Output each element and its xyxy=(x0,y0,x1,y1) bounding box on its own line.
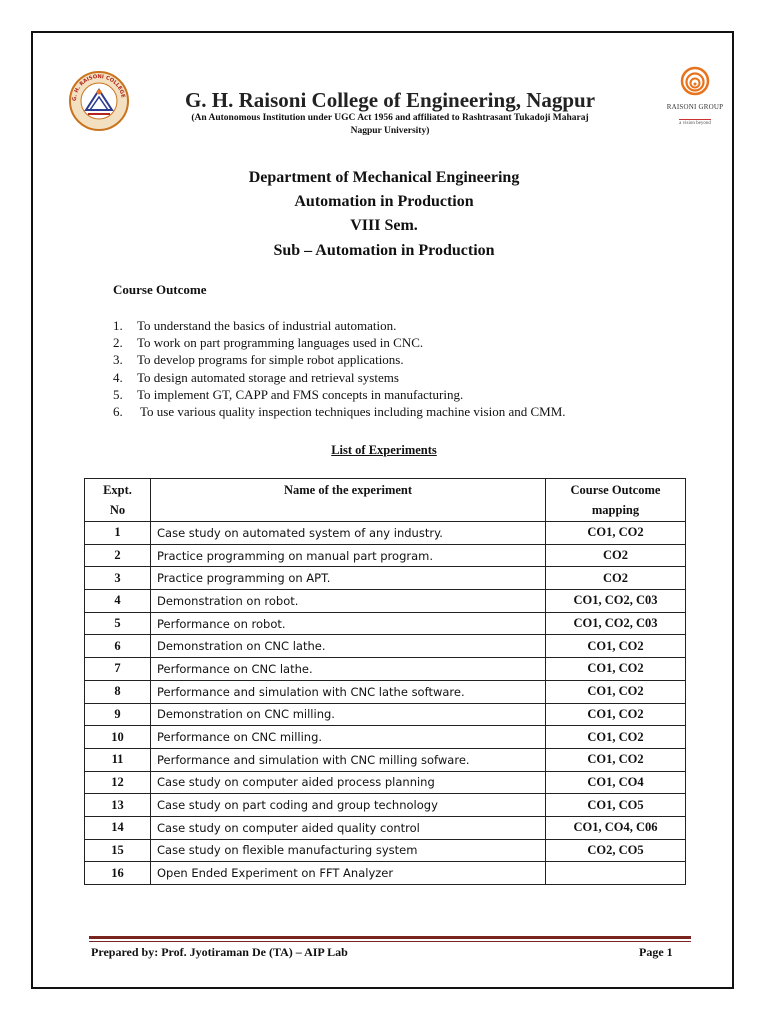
header-expt-no: Expt. No xyxy=(85,479,151,522)
table-row xyxy=(85,635,686,658)
list-item: 4. To design automated storage and retrieval systems xyxy=(113,369,399,385)
table-row xyxy=(85,748,686,771)
experiment-name: Case study on computer aided quality control xyxy=(151,816,546,839)
table-row xyxy=(85,816,686,839)
table-header-row xyxy=(85,479,686,522)
experiment-name: Practice programming on manual part program. xyxy=(151,544,546,567)
table-row xyxy=(85,771,686,794)
co-mapping: CO1, CO2 xyxy=(546,635,686,658)
experiment-name: Performance on CNC lathe. xyxy=(151,658,546,681)
experiment-name: Practice programming on APT. xyxy=(151,567,546,590)
experiment-no: 8 xyxy=(85,680,151,703)
logo-seal-text: G. H. RAISONI COLLEGE xyxy=(71,73,126,102)
co-mapping: CO1, CO2, C03 xyxy=(546,612,686,635)
experiment-no: 7 xyxy=(85,658,151,681)
experiment-name: Performance on robot. xyxy=(151,612,546,635)
co-mapping: CO1, CO4, C06 xyxy=(546,816,686,839)
experiment-name: Demonstration on CNC lathe. xyxy=(151,635,546,658)
header-co-mapping: Course Outcome mapping xyxy=(546,479,686,522)
co-mapping: CO1, CO2 xyxy=(546,680,686,703)
spiral-icon xyxy=(680,66,710,96)
experiment-name: Case study on computer aided process planning xyxy=(151,771,546,794)
experiment-no: 1 xyxy=(85,522,151,545)
experiment-name: Performance and simulation with CNC milling sofware. xyxy=(151,748,546,771)
list-item: 5. To implement GT, CAPP and FMS concepts in manufacturing. xyxy=(113,386,464,402)
table-row xyxy=(85,862,686,885)
experiment-no: 16 xyxy=(85,862,151,885)
experiment-name: Case study on flexible manufacturing system xyxy=(151,839,546,862)
experiment-name: Performance and simulation with CNC lathe software. xyxy=(151,680,546,703)
subject-heading: Automation in Production xyxy=(294,193,474,210)
experiment-no: 3 xyxy=(85,567,151,590)
experiment-no: 15 xyxy=(85,839,151,862)
co-mapping: CO1, CO4 xyxy=(546,771,686,794)
experiment-no: 2 xyxy=(85,544,151,567)
table-row xyxy=(85,839,686,862)
experiment-no: 12 xyxy=(85,771,151,794)
experiment-no: 9 xyxy=(85,703,151,726)
prepared-by: Prepared by: Prof. Jyotiraman De (TA) – AIP Lab xyxy=(91,945,348,959)
table-row xyxy=(85,522,686,545)
table-row xyxy=(85,658,686,681)
sub-heading: Sub – Automation in Production xyxy=(273,242,495,259)
raisoni-tagline: a vision beyond xyxy=(679,121,711,126)
co-mapping xyxy=(546,862,686,885)
semester-heading: VIII Sem. xyxy=(350,217,418,234)
table-row xyxy=(85,590,686,613)
table-row xyxy=(85,612,686,635)
course-outcome-title: Course Outcome xyxy=(113,282,207,297)
footer-rule xyxy=(89,936,691,939)
co-mapping: CO1, CO2 xyxy=(546,658,686,681)
experiment-name: Case study on part coding and group technology xyxy=(151,794,546,817)
footer-rule-thin xyxy=(89,941,691,942)
experiment-no: 10 xyxy=(85,726,151,749)
co-mapping: CO1, CO2 xyxy=(546,522,686,545)
experiment-name: Demonstration on robot. xyxy=(151,590,546,613)
co-mapping: CO1, CO2 xyxy=(546,748,686,771)
table-row xyxy=(85,794,686,817)
table-row xyxy=(85,567,686,590)
experiment-no: 14 xyxy=(85,816,151,839)
table-row xyxy=(85,703,686,726)
list-item: 6. To use various quality inspection techniques including machine vision and CMM. xyxy=(113,404,566,420)
co-mapping: CO2 xyxy=(546,544,686,567)
table-row xyxy=(85,680,686,703)
co-mapping: CO1, CO2 xyxy=(546,703,686,726)
experiment-no: 4 xyxy=(85,590,151,613)
experiment-name: Demonstration on CNC milling. xyxy=(151,703,546,726)
college-affiliation: (An Autonomous Institution under UGC Act 1956 and affiliated to Rashtrasant Tukadoji Maharaj Nagpur University) xyxy=(191,113,589,136)
experiment-name: Performance on CNC milling. xyxy=(151,726,546,749)
experiments-title: List of Experiments xyxy=(331,443,437,457)
co-mapping: CO2, CO5 xyxy=(546,839,686,862)
list-item: 1. To understand the basics of industrial automation. xyxy=(113,318,397,333)
table-row xyxy=(85,544,686,567)
co-mapping: CO1, CO5 xyxy=(546,794,686,817)
list-item: 3. To develop programs for simple robot applications. xyxy=(113,352,404,368)
co-mapping: CO2 xyxy=(546,567,686,590)
experiment-name: Open Ended Experiment on FFT Analyzer xyxy=(151,862,546,885)
experiment-name: Case study on automated system of any industry. xyxy=(151,522,546,545)
header-experiment-name: Name of the experiment xyxy=(151,479,546,522)
raisoni-group-logo xyxy=(660,66,730,128)
experiments-table xyxy=(84,478,686,885)
co-mapping: CO1, CO2 xyxy=(546,726,686,749)
experiment-no: 5 xyxy=(85,612,151,635)
co-mapping: CO1, CO2, C03 xyxy=(546,590,686,613)
page-number: Page 1 xyxy=(639,945,673,959)
college-name: G. H. Raisoni College of Engineering, Nagpur xyxy=(184,88,596,112)
course-outcome-list xyxy=(113,317,566,420)
experiment-no: 6 xyxy=(85,635,151,658)
department-heading: Department of Mechanical Engineering xyxy=(248,169,520,186)
college-logo xyxy=(68,70,130,132)
raisoni-group-label: RAISONI GROUP xyxy=(666,103,724,111)
experiment-no: 11 xyxy=(85,748,151,771)
list-item: 2. To work on part programming languages used in CNC. xyxy=(113,335,424,351)
experiment-no: 13 xyxy=(85,794,151,817)
table-row xyxy=(85,726,686,749)
